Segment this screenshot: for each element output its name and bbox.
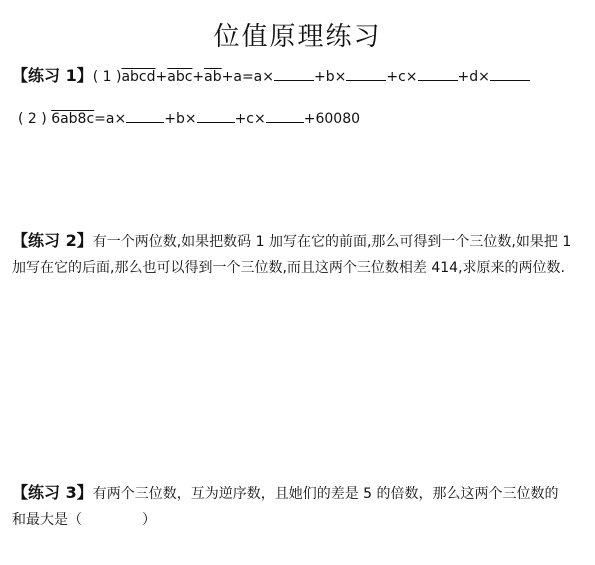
answer-blank[interactable] <box>418 68 458 81</box>
answer-blank[interactable] <box>274 68 314 81</box>
term-a: a <box>233 69 242 85</box>
page-title: 位值原理练习 <box>213 22 382 52</box>
term-6ab8c: 6ab8c <box>51 111 95 127</box>
coef-c: +c× <box>234 111 266 127</box>
exercise-3-label: 【练习 3】 <box>12 483 93 502</box>
answer-blank[interactable] <box>126 110 164 123</box>
coef-a: =a× <box>241 69 274 85</box>
constant-term: +60080 <box>303 111 361 127</box>
coef-b: +b× <box>164 111 197 127</box>
coef-a: =a× <box>94 111 127 127</box>
answer-blank[interactable] <box>490 68 530 81</box>
plus-sign: + <box>155 69 168 85</box>
exercise-2 <box>12 228 572 281</box>
exercise-3-text: 有两个三位数，互为逆序数，且她们的差是 5 的倍数，那么这两个三位数的和最大是（ <box>12 486 559 528</box>
answer-blank[interactable] <box>266 110 304 123</box>
closing-paren: ） <box>142 512 156 528</box>
answer-blank[interactable] <box>197 110 235 123</box>
exercise-2-text: 有一个两位数,如果把数码 1 加写在它的前面,那么可得到一个三位数,如果把 1 加写在它的后面,那么也可以得到一个三位数,而且这两个三位数相差 414,求原来的两位数. <box>12 234 572 276</box>
exercise-1-part-2 <box>18 109 360 129</box>
coef-b: +b× <box>314 69 347 85</box>
exercise-3 <box>12 480 572 533</box>
part-1-number: ( 1 ) <box>92 69 122 85</box>
exercise-1-part-1 <box>12 66 530 87</box>
plus-sign: + <box>221 69 234 85</box>
term-abcd: abcd <box>121 69 156 85</box>
coef-d: +d× <box>457 69 490 85</box>
term-abc: $\overline{abc}$ <box>167 69 193 85</box>
exercise-2-label: 【练习 2】 <box>12 231 93 250</box>
coef-c: +c× <box>386 69 418 85</box>
part-2-number: ( 2 ) <box>18 111 47 127</box>
plus-sign: + <box>192 69 205 85</box>
term-ab: $\overline{ab}$ <box>204 69 222 85</box>
answer-blank[interactable] <box>346 68 386 81</box>
exercise-1-label: 【练习 1】 <box>12 66 93 85</box>
